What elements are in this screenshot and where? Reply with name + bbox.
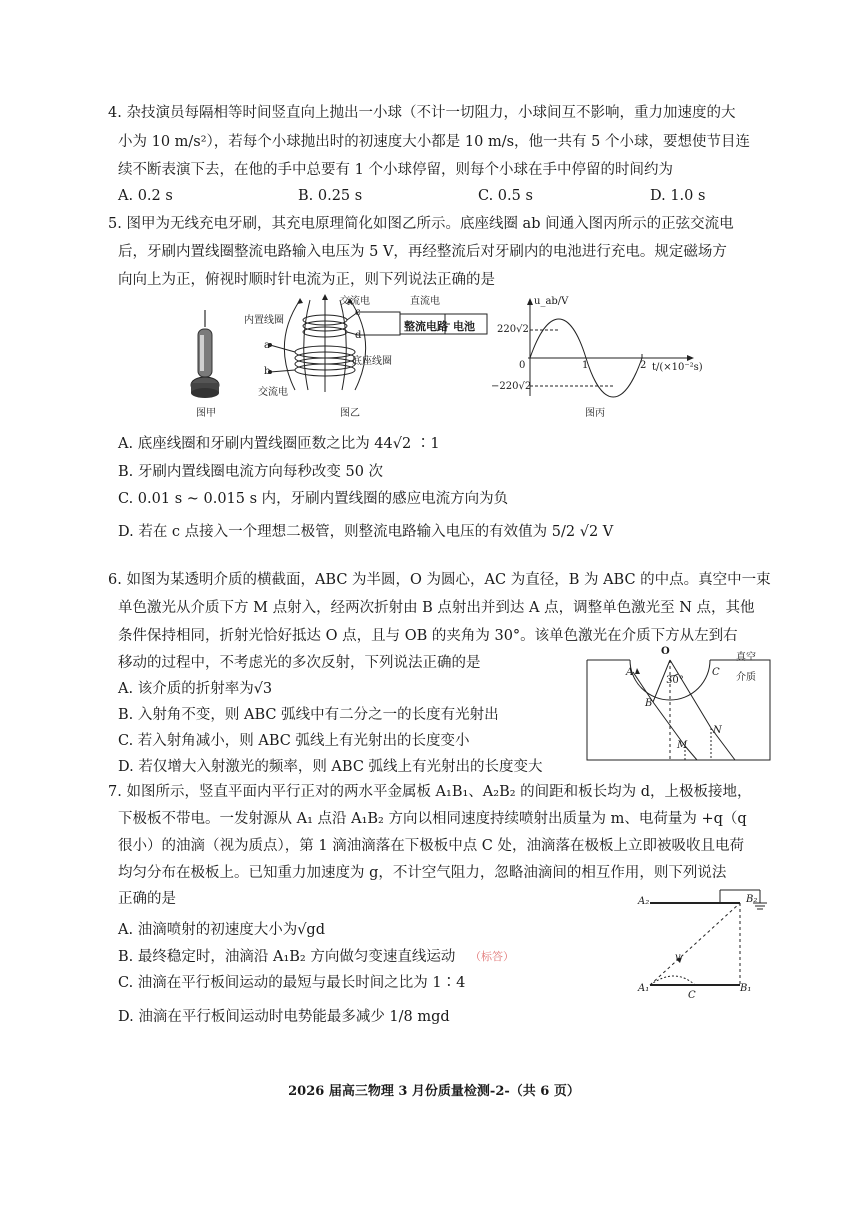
watermark-label: （标答） [470, 950, 514, 963]
q6-option-d: D. 若仅增大入射激光的频率，则 ABC 弧线上有光射出的长度变大 [118, 759, 543, 775]
label-rectifier: 整流电路 [404, 320, 448, 333]
fig6-label-o: O [661, 646, 670, 657]
q6-line-2: 单色激光从介质下方 M 点射入，经两次折射由 B 点射出并到达 A 点，调整单色激光至 N 点，其他 [118, 600, 755, 616]
graph-ymin: −220√2 [491, 381, 532, 392]
q4-line-3: 续不断表演下去，在他的手中总要有 1 个小球停留，则每个小球在手中停留的时间约为 [118, 162, 673, 178]
q6-option-a: A. 该介质的折射率为√3 [118, 681, 273, 697]
label-battery: 电池 [453, 320, 475, 333]
fig7-label-a2: A₂ [638, 896, 650, 907]
label-ac-bottom: 交流电 [258, 387, 288, 398]
q6-line-4: 移动的过程中，不考虑光的多次反射，下列说法正确的是 [118, 655, 481, 671]
label-a: a [264, 340, 270, 351]
q6-line-3: 条件保持相同，折射光恰好抵达 O 点，且与 OB 的夹角为 30°。该单色激光在介质下方从左到右 [118, 628, 738, 644]
q5-option-d: D. 若在 c 点接入一个理想二极管，则整流电路输入电压的有效值为 5/2 √2 V [118, 524, 614, 540]
q5-line-1: 5. 图甲为无线充电牙刷，其充电原理简化如图乙所示。底座线圈 ab 间通入图丙所示的正弦交流电 [108, 216, 734, 232]
q4-option-b: B. 0.25 s [298, 188, 363, 204]
q7-line-1: 7. 如图所示，竖直平面内平行正对的两水平金属板 A₁B₁、A₂B₂ 的间距和板长均为 d，上极板接地， [108, 784, 752, 800]
q5-line-2: 后，牙刷内置线圈整流电路输入电压为 5 V，再经整流后对牙刷内的电池进行充电。规定磁场方 [118, 244, 727, 260]
q7-line-4: 均匀分布在极板上。已知重力加速度为 g，不计空气阻力，忽略油滴间的相互作用，则下列说法 [118, 865, 727, 881]
fig6-label-m: M [677, 740, 688, 751]
label-d: d [355, 330, 362, 341]
q4-option-a: A. 0.2 s [118, 188, 173, 204]
fig6-label-n: N [713, 725, 722, 736]
q7-option-d: D. 油滴在平行板间运动时电势能最多减少 1/8 mgd [118, 1009, 450, 1025]
q7-option-c: C. 油滴在平行板间运动的最短与最长时间之比为 1∶4 [118, 975, 466, 991]
label-b: b [264, 366, 271, 377]
graph-ymax: 220√2 [497, 324, 529, 335]
q6-line-1: 6. 如图为某透明介质的横截面，ABC 为半圆，O 为圆心，AC 为直径，B 为 ABC 的中点。真空中一束 [108, 572, 771, 588]
label-ac-top: 交流电 [340, 296, 370, 307]
graph-origin: 0 [519, 360, 526, 371]
fig7-label-b2: B₂ [746, 894, 758, 905]
q5-option-c: C. 0.01 s ~ 0.015 s 内，牙刷内置线圈的感应电流方向为负 [118, 491, 509, 507]
q4-line-1: 4. 杂技演员每隔相等时间竖直向上抛出一小球（不计一切阻力，小球间互不影响，重力加速度的大 [108, 105, 736, 121]
q7-option-b: B. 最终稳定时，油滴沿 A₁B₂ 方向做匀变速直线运动 [118, 949, 456, 965]
fig6-label-angle: 30° [666, 675, 684, 686]
q7-line-2: 下极板不带电。一发射源从 A₁ 点沿 A₁B₂ 方向以相同速度持续喷射出质量为 m、电荷量为 +q（q [118, 811, 747, 827]
fig7-label-c: C [688, 990, 696, 1001]
graph-xlabel: t/(×10⁻²s) [652, 362, 703, 373]
label-dc: 直流电 [410, 296, 440, 307]
q6-option-b: B. 入射角不变，则 ABC 弧线中有二分之一的长度有光射出 [118, 707, 499, 723]
fig-yi-caption: 图乙 [340, 408, 360, 419]
q4-line-2: 小为 10 m/s²），若每个小球抛出时的初速度大小都是 10 m/s，他一共有 5 个小球，要想使节目连 [118, 134, 750, 150]
graph-x1: 1 [582, 360, 589, 371]
fig-bing-caption: 图丙 [585, 408, 605, 419]
fig6-label-vacuum: 真空 [736, 652, 756, 663]
fig6-label-a: A [626, 667, 634, 678]
q5-option-a: A. 底座线圈和牙刷内置线圈匝数之比为 44√2 ∶1 [118, 436, 440, 452]
q7-line-3: 很小）的油滴（视为质点），第 1 滴油滴落在下极板中点 C 处，油滴落在极板上立即被吸收且电荷 [118, 838, 745, 854]
fig7-label-b1: B₁ [740, 983, 752, 994]
q7-line-5: 正确的是 [118, 891, 176, 907]
page-footer: 2026 届高三物理 3 月份质量检测-2-（共 6 页） [288, 1084, 580, 1099]
label-c: c [355, 307, 361, 318]
fig6-label-medium: 介质 [736, 672, 756, 683]
q4-option-c: C. 0.5 s [478, 188, 533, 204]
fig7-label-a1: A₁ [638, 983, 650, 994]
fig7-label-v: v [675, 952, 681, 963]
fig6-label-c: C [712, 667, 720, 678]
q5-line-3: 向向上为正，俯视时顺时针电流为正，则下列说法正确的是 [118, 272, 495, 288]
graph-x2: 2 [640, 360, 647, 371]
fig-jia-caption: 图甲 [196, 408, 216, 419]
q6-option-c: C. 若入射角减小，则 ABC 弧线上有光射出的长度变小 [118, 733, 470, 749]
fig6-label-b: B [645, 698, 653, 709]
graph-ylabel: u_ab/V [534, 296, 569, 307]
q7-option-a: A. 油滴喷射的初速度大小为√gd [118, 922, 325, 938]
label-base-coil: 底座线圈 [352, 356, 392, 367]
toothbrush-figure [185, 305, 230, 405]
q4-option-d: D. 1.0 s [650, 188, 706, 204]
label-inner-coil: 内置线圈 [244, 315, 284, 326]
q5-option-b: B. 牙刷内置线圈电流方向每秒改变 50 次 [118, 464, 384, 480]
